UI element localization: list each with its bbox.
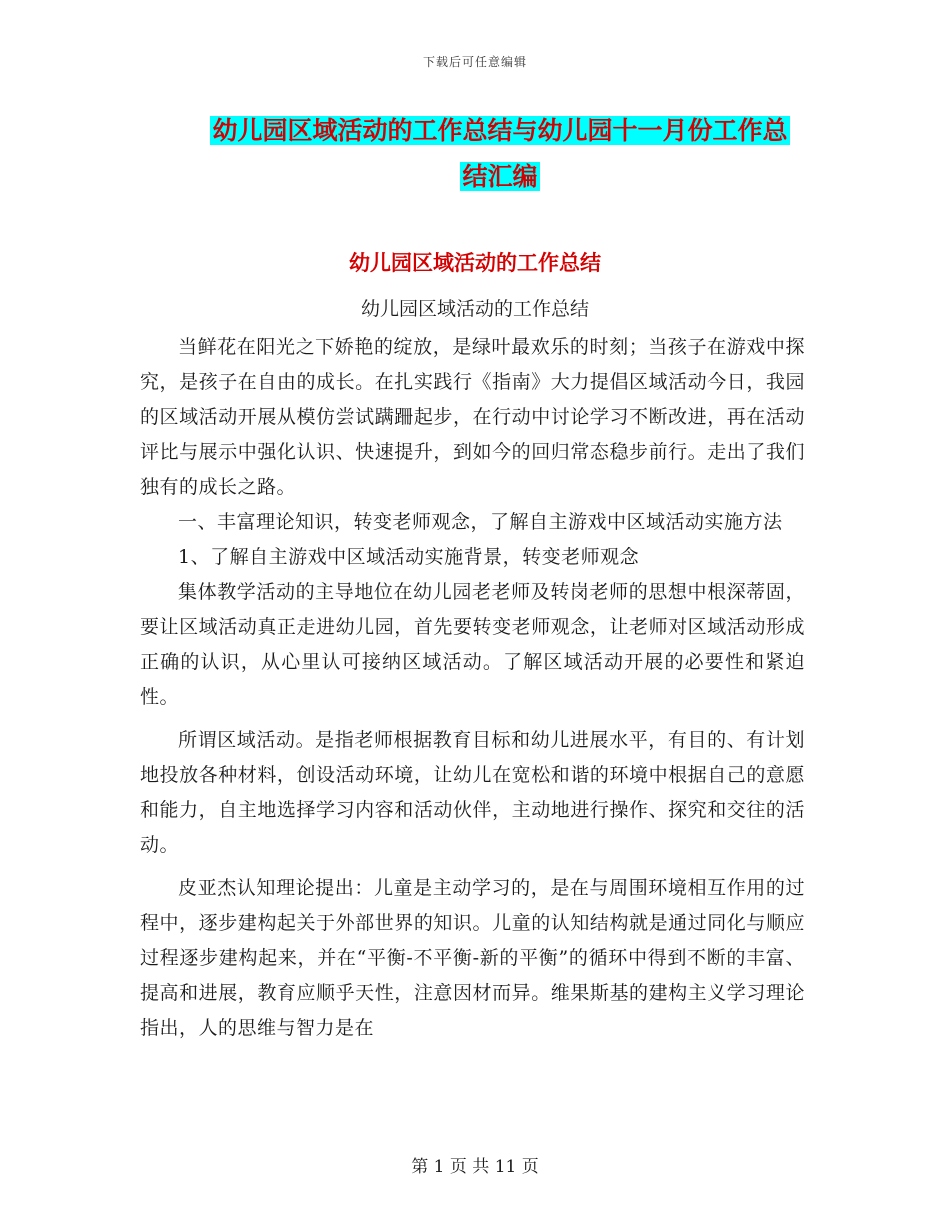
paragraph: 所谓区域活动。是指老师根据教育目标和幼儿进展水平，有目的、有计划地投放各种材料，创设活动环境，让幼儿在宽松和谐的环境中根据自己的意愿和能力，自主地选择学习内容和活动伙伴，主动地进行操作、探究和交往的活动。 <box>140 729 805 856</box>
header-note: 下载后可任意编辑 <box>422 55 527 69</box>
paragraph: 皮亚杰认知理论提出：儿童是主动学习的，是在与周围环境相互作用的过程中，逐步建构起关于外部世界的知识。儿童的认知结构就是通过同化与顺应过程逐步建构起来，并在“平衡-不平衡-新的平衡”的循环中得到不断的丰富、提高和进展，教育应顺乎天性，注意因材而异。维果斯基的建构主义学习理论指出，人的思维与智力是在 <box>140 877 805 1039</box>
section-title: 幼儿园区域活动的工作总结 <box>349 251 601 275</box>
main-title-line-1: 幼儿园区域活动的工作总结与幼儿园十一月份工作总 <box>212 116 788 145</box>
paragraph: 一、丰富理论知识，转变老师观念，了解自主游戏中区域活动实施方法 <box>178 511 783 533</box>
page-footer: 第 1 页 共 11 页 <box>411 1157 539 1177</box>
subtitle: 幼儿园区域活动的工作总结 <box>360 298 589 320</box>
paragraph: 集体教学活动的主导地位在幼儿园老老师及转岗老师的思想中根深蒂固，要让区域活动真正走进幼儿园，首先要转变老师观念，让老师对区域活动形成正确的认识，从心里认可接纳区域活动。了解区域活动开展的必要性和紧迫性。 <box>140 581 805 708</box>
main-title <box>140 108 860 200</box>
main-title-line-2: 结汇编 <box>462 162 538 191</box>
paragraph: 1、了解自主游戏中区域活动实施背景，转变老师观念 <box>178 546 640 568</box>
paragraph: 当鲜花在阳光之下娇艳的绽放，是绿叶最欢乐的时刻；当孩子在游戏中探究，是孩子在自由的成长。在扎实践行《指南》大力提倡区域活动今日，我园的区域活动开展从模仿尝试蹒跚起步，在行动中讨论学习不断改进，再在活动评比与展示中强化认识、快速提升，到如今的回归常态稳步前行。走出了我们独有的成长之路。 <box>140 336 805 498</box>
body-text <box>140 330 805 1046</box>
